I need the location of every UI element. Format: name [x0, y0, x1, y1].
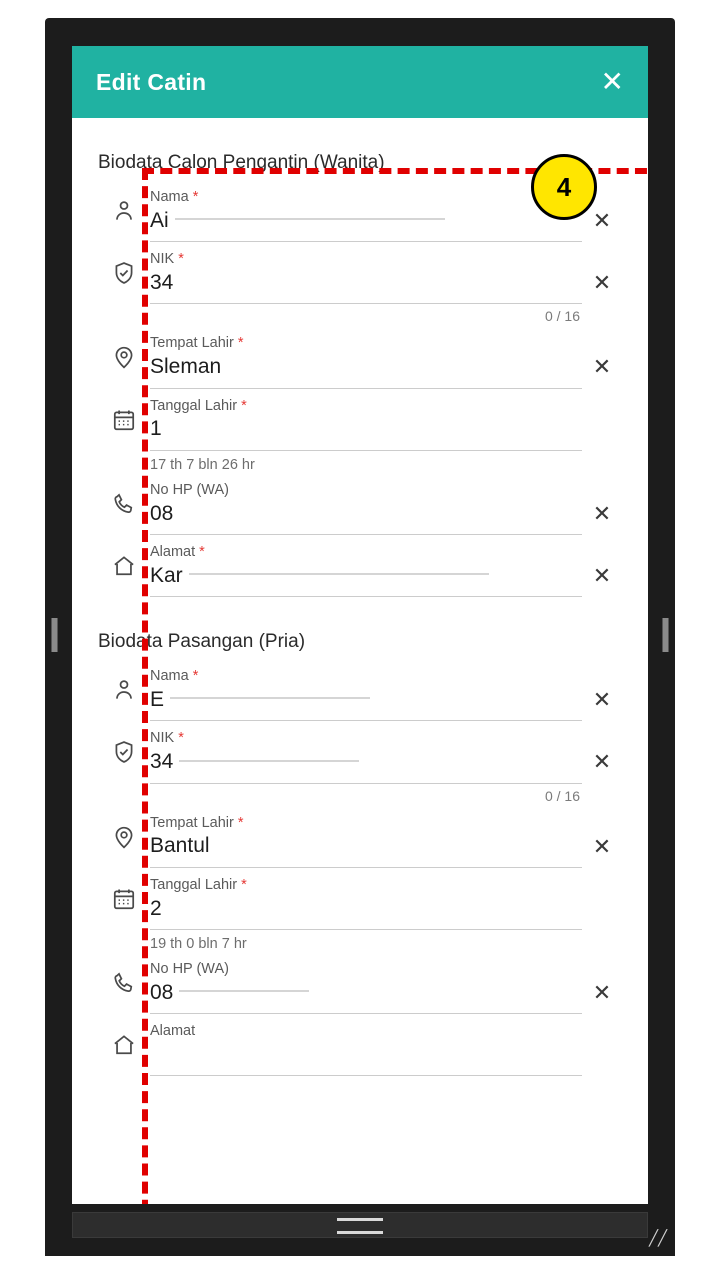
required-marker: *: [237, 397, 247, 414]
device-screen: [72, 46, 648, 1204]
field-body[interactable]: [150, 958, 582, 1014]
field-label-text: Tempat Lahir: [150, 335, 234, 352]
field-label-text: Nama: [150, 189, 189, 205]
field-label-text: Tempat Lahir: [150, 814, 234, 831]
clear-field-icon[interactable]: ✕: [592, 979, 612, 1005]
field-label-text: No HP (WA): [150, 960, 229, 977]
required-marker: *: [174, 251, 184, 268]
field-label-text: Tanggal Lahir: [150, 876, 238, 893]
form-field-row[interactable]: [98, 868, 622, 930]
field-value[interactable]: [150, 832, 582, 862]
field-label-text: Alamat: [150, 1023, 196, 1040]
page-title: Edit Catin: [96, 68, 207, 95]
required-marker: *: [233, 814, 244, 831]
field-value-text: Ai: [150, 208, 169, 232]
field-value[interactable]: [150, 562, 582, 592]
form-field-row[interactable]: [98, 473, 622, 535]
home-icon: [98, 541, 150, 579]
field-value-text: 08: [150, 980, 174, 1004]
required-marker: *: [188, 668, 199, 685]
redacted-text: [179, 990, 309, 992]
shield-check-icon: [98, 248, 150, 286]
required-marker: *: [188, 189, 199, 205]
form-field-row[interactable]: [98, 389, 622, 451]
field-label: [150, 665, 582, 686]
form-field-row[interactable]: [98, 535, 622, 597]
field-label: [150, 874, 582, 895]
location-pin-icon: [98, 332, 150, 370]
shield-check-icon: [98, 727, 150, 765]
required-marker: *: [233, 335, 244, 352]
device-grip-right: [662, 618, 669, 652]
field-label-text: NIK: [150, 251, 175, 268]
field-value-text: Kar: [150, 563, 183, 587]
form-field-row[interactable]: [98, 659, 622, 721]
clear-field-icon[interactable]: ✕: [592, 208, 612, 233]
field-value[interactable]: [150, 686, 582, 716]
redacted-text: [179, 760, 359, 762]
field-value[interactable]: [150, 269, 582, 299]
field-label-text: Alamat: [150, 543, 196, 560]
field-value[interactable]: [150, 415, 582, 445]
field-body[interactable]: [150, 874, 582, 930]
form-field-row[interactable]: [98, 242, 622, 304]
calendar-icon: [98, 874, 150, 912]
field-value[interactable]: [150, 895, 582, 925]
location-pin-icon: [98, 812, 150, 850]
clear-field-icon[interactable]: ✕: [592, 354, 612, 380]
clear-field-icon[interactable]: ✕: [592, 833, 612, 859]
field-label: [150, 958, 582, 979]
field-value-text: 2: [150, 896, 162, 920]
field-body[interactable]: [150, 812, 582, 868]
field-body[interactable]: [150, 395, 582, 451]
device-grip-left: [51, 618, 58, 652]
person-icon: [98, 186, 150, 224]
form-field-row[interactable]: [98, 326, 622, 388]
close-icon[interactable]: ✕: [600, 66, 624, 97]
clear-field-icon[interactable]: ✕: [592, 687, 612, 713]
clear-field-placeholder: [582, 395, 622, 417]
field-label: [150, 1020, 582, 1041]
field-label: [150, 727, 582, 748]
field-label: [150, 479, 582, 500]
field-value-text: 08: [150, 501, 174, 525]
field-helper-text: 19 th 0 bln 7 hr: [150, 935, 247, 952]
field-body[interactable]: [150, 727, 582, 783]
field-body[interactable]: [150, 479, 582, 535]
character-counter: 0 / 16: [544, 308, 580, 325]
calendar-icon: [98, 395, 150, 433]
annotation-step-badge: 4: [531, 154, 597, 220]
field-label: [150, 186, 582, 207]
field-body[interactable]: [150, 186, 582, 242]
form-field-row[interactable]: [98, 721, 622, 783]
form-field-row[interactable]: [98, 806, 622, 868]
resize-corner-icon[interactable]: ╱╱: [648, 1230, 667, 1247]
field-label: [150, 332, 582, 353]
field-label-text: No HP (WA): [150, 481, 229, 498]
field-value[interactable]: [150, 500, 582, 530]
field-value-text: Bantul: [150, 834, 210, 858]
clear-field-icon[interactable]: ✕: [592, 270, 612, 296]
person-icon: [98, 665, 150, 703]
field-value-text: 34: [150, 271, 174, 295]
field-helper-text: 17 th 7 bln 26 hr: [150, 456, 255, 473]
field-value[interactable]: [150, 1041, 582, 1071]
required-marker: *: [174, 730, 184, 747]
required-marker: *: [195, 543, 205, 560]
redacted-text: [170, 697, 370, 699]
character-counter: 0 / 16: [544, 787, 580, 804]
home-icon: [98, 1020, 150, 1058]
required-marker: *: [237, 876, 247, 893]
field-body[interactable]: [150, 1020, 582, 1076]
clear-field-icon[interactable]: ✕: [592, 562, 612, 588]
field-value-text: E: [150, 687, 165, 711]
field-value[interactable]: [150, 353, 582, 383]
field-body[interactable]: [150, 541, 582, 597]
field-label: [150, 812, 582, 833]
field-label-text: NIK: [150, 730, 175, 747]
field-label-text: Tanggal Lahir: [150, 397, 238, 414]
field-value[interactable]: [150, 979, 582, 1009]
clear-field-icon[interactable]: ✕: [592, 500, 612, 526]
section-title: Biodata Calon Pengantin (Wanita): [98, 152, 385, 173]
bottom-handle[interactable]: [337, 1218, 383, 1234]
clear-field-placeholder: [582, 874, 622, 896]
form-field-row[interactable]: [98, 1014, 622, 1076]
field-body[interactable]: [150, 248, 582, 304]
redacted-text: [175, 218, 445, 220]
device-bottom-bar: [45, 1204, 675, 1256]
phone-icon: [98, 958, 150, 996]
field-label: [150, 541, 582, 562]
form-field-row[interactable]: [98, 952, 622, 1014]
field-value-text: 34: [150, 750, 174, 774]
field-value[interactable]: [150, 748, 582, 778]
phone-icon: [98, 479, 150, 517]
clear-field-placeholder: [582, 1020, 622, 1042]
field-value-text: Sleman: [150, 355, 222, 379]
field-body[interactable]: [150, 665, 582, 721]
field-label: [150, 248, 582, 269]
field-label: [150, 395, 582, 416]
form-scroll-area[interactable]: [72, 118, 648, 1204]
field-value[interactable]: [150, 207, 582, 237]
field-label-text: Nama: [150, 668, 189, 685]
clear-field-icon[interactable]: ✕: [592, 749, 612, 775]
section-title: Biodata Pasangan (Pria): [98, 631, 306, 653]
device-frame: [45, 18, 675, 1256]
app-header: [72, 46, 648, 118]
field-body[interactable]: [150, 332, 582, 388]
redacted-text: [189, 573, 489, 575]
field-value-text: 1: [150, 417, 162, 441]
